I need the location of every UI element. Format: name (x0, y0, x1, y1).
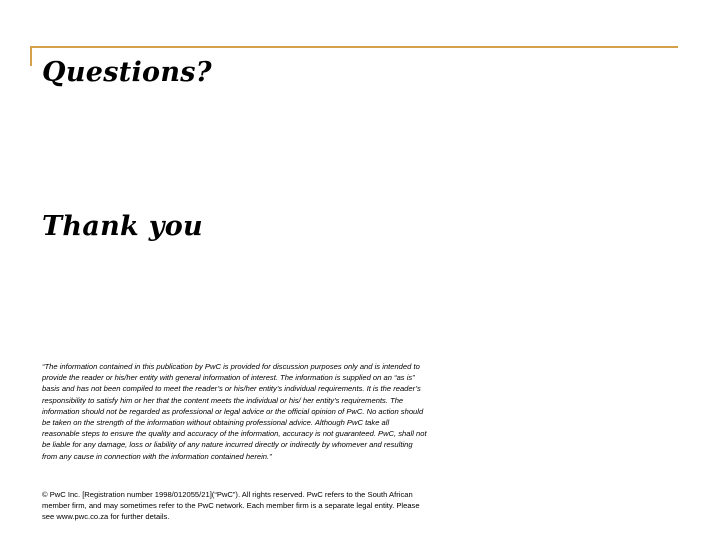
slide-title: Questions? (42, 57, 212, 88)
disclaimer-text: “The information contained in this publication by PwC is provided for discussion purposes only and is intended to provide the reader or his/her entity with general information of interest. The information is supplied on an “as is” basis and has not been compiled to meet the reader’s or his/her entity’s individual requirements. It is the reader’s responsibility to satisfy him or her that the content meets the individual or his/ her entity’s requirements. The information should not be regarded as professional or legal advice or the official opinion of PwC. No action should be taken on the strength of the information without obtaining professional advice. Although PwC take all reasonable steps to ensure the quality and accuracy of the information, accuracy is not guaranteed. PwC, shall not be liable for any damage, loss or liability of any nature incurred directly or indirectly by whomever and resulting from any cause in connection with the information contained herein.” (42, 362, 427, 461)
thank-you-heading: Thank you (42, 211, 203, 242)
header-rule-vertical (30, 46, 32, 66)
header-rule-horizontal (30, 46, 678, 48)
copyright-text: © PwC Inc. [Registration number 1998/012055/21](“PwC”). All rights reserved. PwC refers to the South African member firm, and may sometimes refer to the PwC network. Each member firm is a separate legal entity. Please see www.pwc.co.za for further details. (42, 490, 420, 522)
